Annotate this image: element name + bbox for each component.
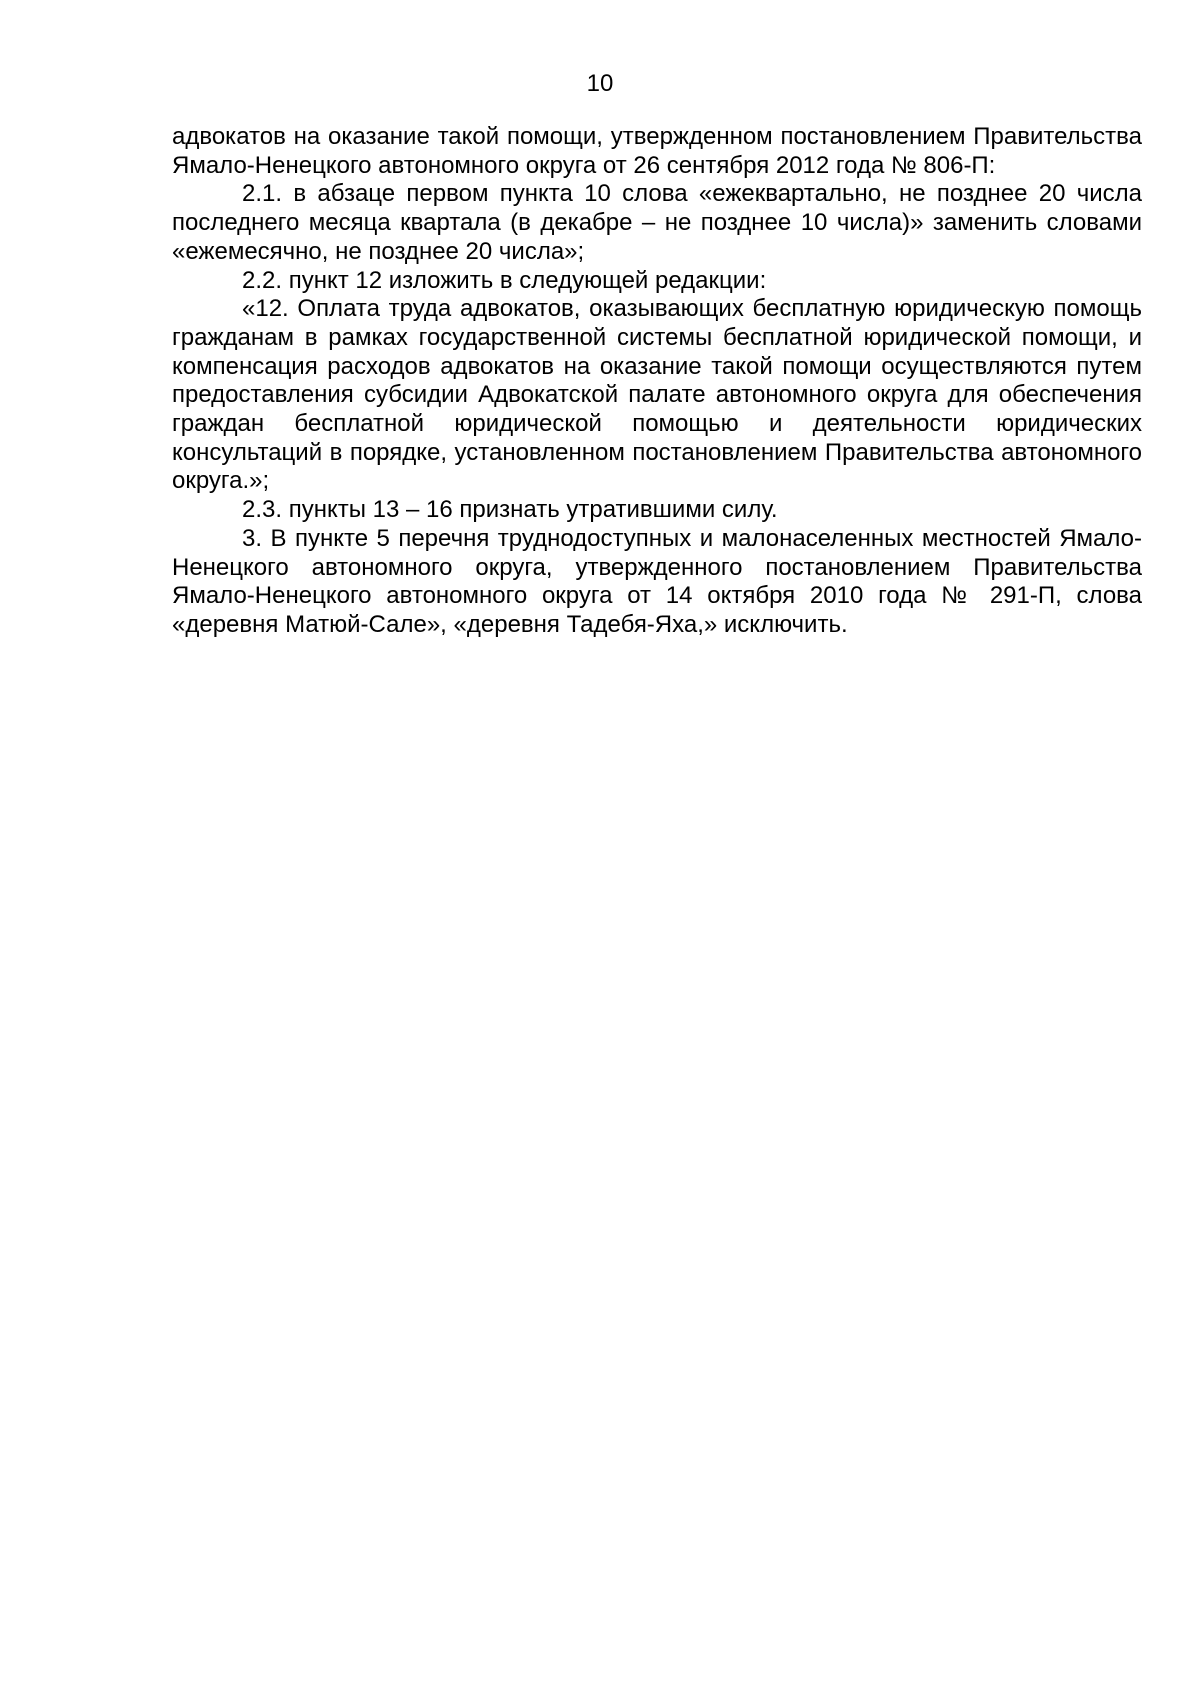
paragraph-continuation: адвокатов на оказание такой помощи, утвержденном постановлением Правительства Ямало-Ненецкого автономного округа от 26 сентября 2012 года № 806-П: bbox=[172, 123, 1142, 179]
paragraph-item-2-2: 2.2. пункт 12 изложить в следующей редакции: bbox=[242, 266, 767, 294]
document-body bbox=[172, 123, 1142, 640]
page-number: 10 bbox=[586, 70, 614, 97]
paragraph-item-2-1: 2.1. в абзаце первом пункта 10 слова «ежеквартально, не позднее 20 числа последнего месяца квартала (в декабре – не позднее 10 числа)» заменить словами «ежемесячно, не позднее 20 числа»; bbox=[172, 180, 1142, 265]
paragraph-item-12-text: «12. Оплата труда адвокатов, оказывающих бесплатную юридическую помощь гражданам в рамках государственной системы бесплатной юридической помощи, и компенсация расходов адвокатов на оказание такой помощи осуществляются путем предоставления субсидии Адвокатской палате автономного округа для обеспечения граждан бесплатной юридической помощью и деятельности юридических консультаций в порядке, установленном постановлением Правительства автономного округа.»; bbox=[172, 295, 1142, 495]
paragraph-item-3: 3. В пункте 5 перечня труднодоступных и малонаселенных местностей Ямало-Ненецкого автономного округа, утвержденного постановлением Правительства Ямало-Ненецкого автономного округа от 14 октября 2010 года № 291-П, слова «деревня Матюй-Сале», «деревня Тадебя-Яха,» исключить. bbox=[172, 524, 1142, 638]
paragraph-item-2-3: 2.3. пункты 13 – 16 признать утратившими силу. bbox=[242, 496, 778, 524]
